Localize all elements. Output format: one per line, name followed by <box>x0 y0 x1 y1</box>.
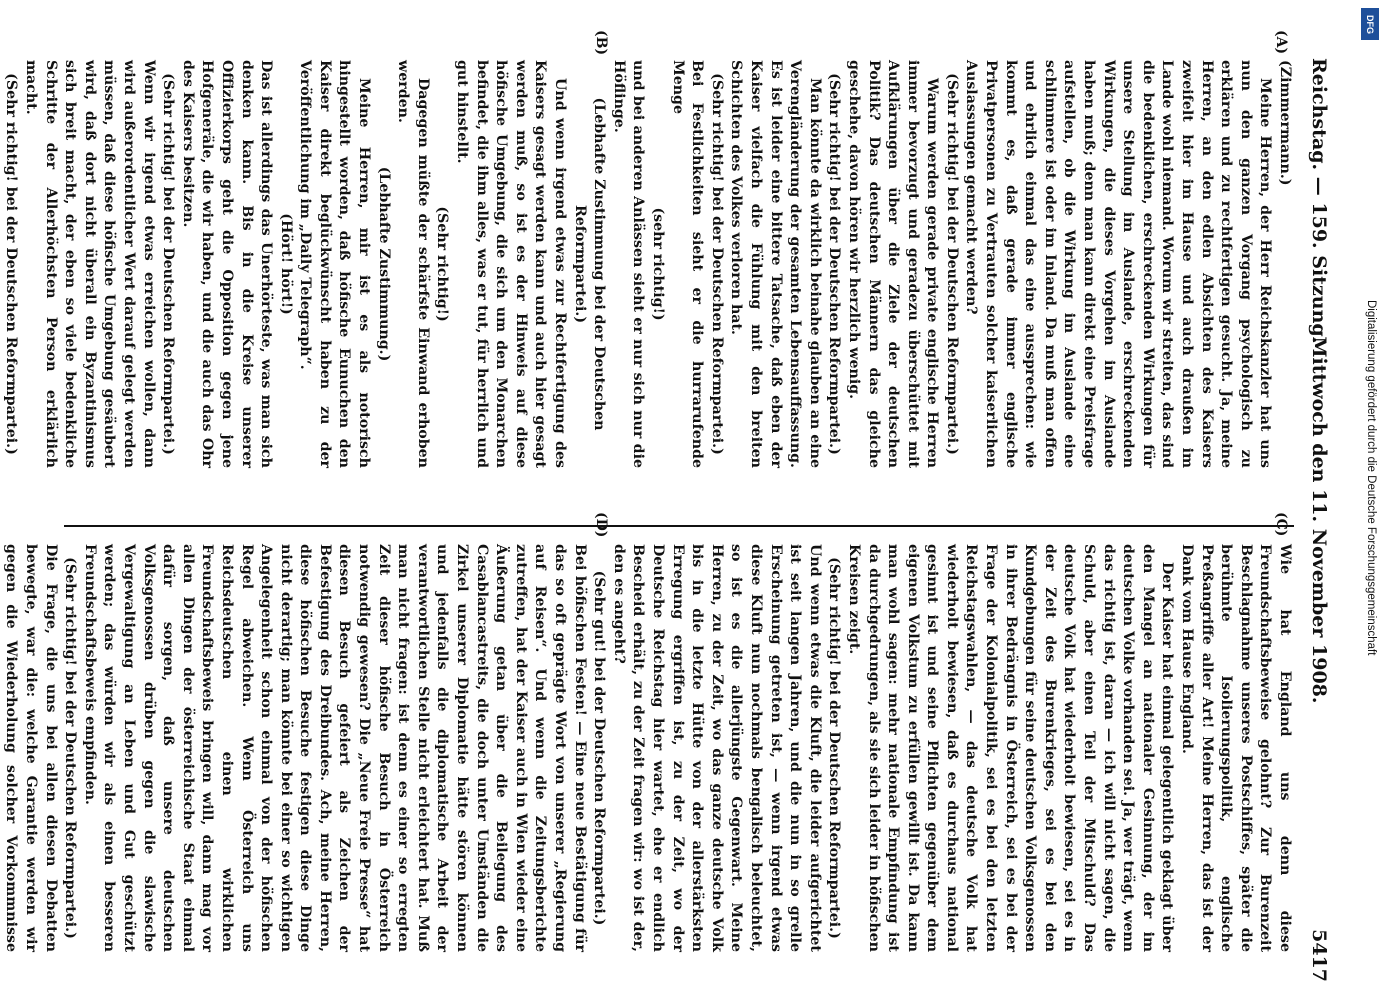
paragraph: Der Kaiser hat einmal gelegentlich geklagt über den Mangel an nationaler Gesinnung, der im deutschen Volke vorhanden sei. Ja, wer trägt, wenn das richtig ist, daran — ich will nicht sagen, die Schuld, aber einen Teil der Mitschuld? Das deutsche Volk hat wiederholt bewiesen, sei es in der Zeit des Burenkrieges, sei es bei den Kundgebungen für seine deutschen Volksgenossen in ihrer Bedrängnis in Österreich, sei es bei der Frage der Kolonialpolitik, sei es bei den letzten Reichstagswahlen, — das deutsche Volk hat wiederholt bewiesen, daß es durchaus national gesinnt ist und seine Pflichten gegenüber dem eigenen Volkstum zu erfüllen gewillt ist. Da kann man wohl sagen: mehr nationale Empfindung ist da durchgedrungen, als sie sich leider in höfischen Kreisen zeigt. <box>845 544 1176 952</box>
interjection: (Sehr richtig! bei der Deutschen Reformpartei.) <box>708 73 725 455</box>
paragraph: (Zimmermann.) <box>1277 60 1293 186</box>
page-number: 5417 <box>1308 929 1330 982</box>
interjection: (sehr richtig!) <box>650 207 666 321</box>
interjection: (Lebhafte Zustimmung.) <box>375 166 392 362</box>
page-header <box>1302 58 1332 982</box>
paragraph: Meine Herren, der Herr Reichskanzler hat uns nun den ganzen Vorgang psychologisch zu erklären und zu rechtfertigen gesucht. Ja, meine Herren, an den edlen Absichten des Kaisers zweifelt hier im Hause und auch draußen im Lande wohl niemand. Worum wir streiten, das sind die bedenklichen, erschreckenden Wirkungen für unsere Stellung im Auslande, erschreckenden Wirkungen, die dieses Vorgehen im Auslande haben muß; denn man kann direkt eine Preisfrage aufstellen, ob die Wirkung im Auslande eine schlimmere ist oder im Inland. Da muß man offen und ehrlich einmal das eine aussprechen: wie kommt es, daß gerade immer englische Privatpersonen zu Vertrauten solcher kaiserlichen Auslassungen gemacht werden? <box>963 60 1274 468</box>
interjection: (Sehr richtig! bei der Deutschen Reformpartei.) <box>826 73 843 455</box>
interjection: (Sehr richtig! bei der Deutschen Reformpartei.) <box>943 73 960 455</box>
interjection: (Sehr richtig! bei der Deutschen Reformpartei.) <box>160 73 177 455</box>
digitization-note <box>1359 0 1379 1000</box>
interjection: (Sehr gut! bei der Deutschen Reformpartei.) <box>591 570 608 926</box>
paragraph: Bei höfischen Festen! — Eine neue Bestätigung für das so oft geprägte Wort von unserer „Regierung auf Reisen“. Und wenn die Zeitungsberichte zutreffen, hat der Kaiser auch in Wien wieder eine Äußerung getan über die Beilegung des Casablancastreits, die doch unter Umständen die Zirkel unserer Diplomatie hätte stören können und jedenfalls die diplomatische Arbeit der verantwortlichen Stelle nicht erleichtert hat. Muß man nicht fragen: ist denn es einer so erregten Zeit dieser höfische Besuch in Österreich notwendig gewesen? Die „Neue Freie Presse“ hat diesen Besuch gefeiert als Zeichen der Befestigung des Dreibundes. Ach, meine Herren, diese höfischen Besuche festigen diese Dinge nicht derartig; man könnte bei einer so wichtigen Angelegenheit schon einmal von der höfischen Regel abweichen. Wenn Österreich uns Reichsdeutschen einen wirklichen Freundschaftsbeweis bringen will, dann mag vor allen Dingen der österreichische Staat einmal dafür sorgen, daß unsere deutschen Volksgenossen drüben gegen die slawische Vergewaltigung an Leben und Gut geschützt werden; das würden wir als einen besseren Freundschaftsbeweis empfinden. <box>81 544 588 952</box>
interjection: (Lebhafte Zustimmung bei der Deutschen Reformpartei.) <box>571 97 608 431</box>
interjection: (Sehr richtig! bei der Deutschen Reformpartei.) <box>62 557 79 939</box>
paragraph: Und wenn etwas die Kluft, die leider aufgerichtet ist seit langen Jahren, und die nun in so grelle Erscheinung getreten ist, — wenn irgend etwas diese Kluft nun nochmals bengalisch beleuchtet, so ist es die allerjüngste Gegenwart. Meine Herren, zu der Zeit, wo das ganze deutsche Volk bis in die letzte Hütte von der allerstärksten Erregung ergriffen ist, zu der Zeit, wo der Deutsche Reichstag hier wartet, ehe er endlich Bescheid erhält, zu der Zeit fragen wir: wo ist der, den es angeht? <box>610 544 823 952</box>
digitization-note-text: Digitalisierung gefördert durch die Deutsche Forschungsgemeinschaft <box>1365 300 1377 656</box>
dfg-logo: DFG <box>1361 8 1379 40</box>
interjection: (Sehr richtig! bei der Deutschen Reformpartei.) <box>826 557 843 939</box>
left-column <box>0 60 1294 468</box>
interjection: (Sehr richtig!) <box>434 206 451 322</box>
document-page <box>3 0 1344 1000</box>
interjection: (Sehr richtig! bei der Deutschen Reformpartei.) <box>3 73 20 455</box>
paragraph: Und wenn irgend etwas zur Rechtfertigung des Kaisers gesagt werden kann und auch hier gesagt werden muß, so ist es der Hinweis auf diese höfische Umgebung, die sich um den Monarchen befindet, die ihm alles, was er tut, für herrlich und gut hinstellt. <box>454 60 569 468</box>
paragraph: Dagegen müßte der schärfste Einwand erhoben werden. <box>395 60 431 468</box>
paragraph: Man könnte da wirklich beinahe glauben an eine Verengländerung der gesamten Lebensauffassung. Es ist leider eine bittere Tatsache, daß eben der Kaiser vielfach die Fühlung mit den breiten Schichten des Volkes verloren hat. <box>728 60 823 468</box>
right-column <box>0 544 1294 952</box>
paragraph: Das ist allerdings das Unerhörteste, was man sich denken kann. Bis in die Kreise unserer Offizierkorps geht die Opposition gegen jene Hofgeneräle, die wir haben, und die auch das Ohr des Kaisers besitzen. <box>179 60 275 468</box>
session-label: Reichstag. — 159. Sitzung. <box>1308 58 1330 344</box>
interjection: (Hört! hört!) <box>277 213 294 315</box>
paragraph <box>0 60 1 468</box>
date-label: Mittwoch den 11. November 1908. <box>1308 336 1330 704</box>
paragraph: Bei Festlichkeiten sieht er die hurrarufende Menge <box>669 60 706 468</box>
column-divider <box>64 525 1294 527</box>
paragraph: und bei anderen Anlässen sieht er nur sich nur die Höflinge. <box>610 60 647 468</box>
paragraph: Meine Herren, mir ist es als notorisch hingestellt worden, daß höfische Eunuchen den Kaiser direkt beglückwünscht haben zu der Veröffentlichung im „Daily Telegraph“. <box>297 60 373 468</box>
margin-mark-b: (B) <box>593 30 609 56</box>
margin-mark-a: (A) <box>1273 30 1289 55</box>
paragraph: Wie hat England uns denn diese Freundschaftsbeweise gelohnt? Zur Burenzeit Beschlagnahme unseres Postschiffes, später die berühmte Isolierungspolitik, englische Preßangriffe aller Art! Meine Herren, das ist der Dank vom Hause England. <box>1179 544 1293 952</box>
paragraph: Die Frage, die uns bei allen diesen Debatten bewegte, war die: welche Garantie werden wir gegen die Wiederholung solcher Vorkommnisse <box>3 544 59 952</box>
paragraph: Wenn wir irgend etwas erreichen wollen, dann wird außerordentlicher Wert darauf gelegt werden müssen, daß diese höfische Umgebung gesäubert wird, daß dort nicht überall ein Byzantinismus sich breit macht, der eben so viele bedenkliche Schritte der Allerhöchsten Person erklärlich macht. <box>23 60 157 468</box>
paragraph: Warum werden gerade private englische Herren immer bevorzugt und geradezu überschüttet mit Aufklärungen über die Ziele der deutschen Politik? Das deutschen Männern das gleiche geschehe, davon hören wir herzlich wenig. <box>845 60 941 468</box>
